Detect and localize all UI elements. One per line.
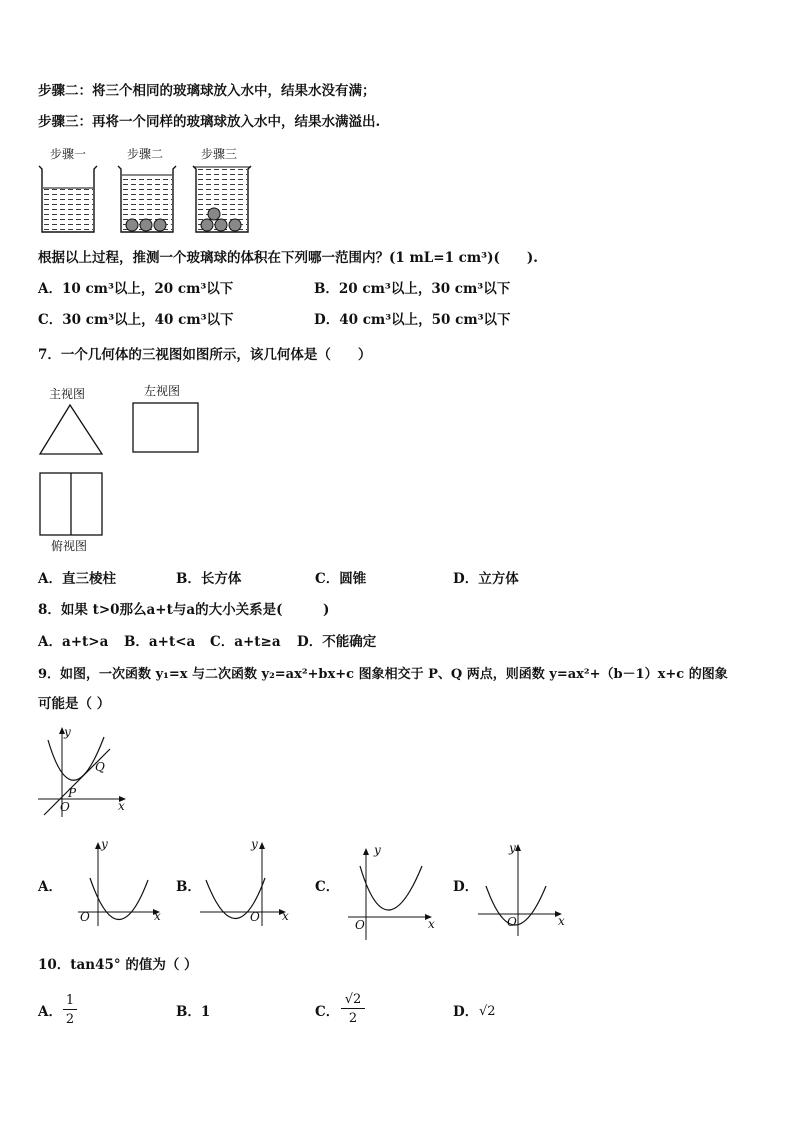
q9-option-a[interactable]: A． bbox=[38, 879, 62, 895]
q9-d-y-label: y bbox=[509, 841, 516, 855]
q6-option-a[interactable]: A．10 cm³以上，20 cm³以下 bbox=[38, 281, 234, 297]
q10-a-numerator: 1 bbox=[65, 993, 75, 1008]
q10-option-a[interactable]: A． bbox=[38, 1004, 62, 1020]
q9-main-q-label: Q bbox=[95, 760, 105, 774]
step3-text: 步骤三：再将一个同样的玻璃球放入水中，结果水满溢出. bbox=[38, 114, 381, 130]
q9-d-o-label: O bbox=[507, 915, 517, 929]
q9-c-x-label: x bbox=[428, 917, 435, 931]
three-views-figure bbox=[36, 400, 216, 560]
front-view-label: 主视图 bbox=[49, 387, 86, 401]
q9-option-b[interactable]: B． bbox=[176, 879, 201, 895]
q6-option-d[interactable]: D．40 cm³以上，50 cm³以下 bbox=[314, 312, 511, 328]
q9-stem-line2: 可能是（ ） bbox=[38, 696, 111, 712]
q9-option-b-graph bbox=[200, 837, 295, 930]
q10-option-b[interactable]: B．1 bbox=[176, 1004, 211, 1020]
q10-c-denominator: 2 bbox=[348, 1011, 358, 1026]
beaker-2 bbox=[118, 166, 176, 232]
q6-option-b[interactable]: B．20 cm³以上，30 cm³以下 bbox=[314, 281, 511, 297]
q9-a-o-label: O bbox=[80, 910, 90, 924]
q10-a-denominator: 2 bbox=[65, 1012, 75, 1027]
front-view-triangle bbox=[40, 405, 102, 454]
q9-main-o-label: O bbox=[60, 800, 70, 814]
q6-stem: 根据以上过程，推测一个玻璃球的体积在下列哪一范围内？(1 mL=1 cm³)( ). bbox=[38, 250, 538, 266]
beaker-label-2: 步骤二 bbox=[127, 147, 164, 161]
q9-option-d[interactable]: D． bbox=[453, 879, 479, 895]
q10-option-d[interactable]: D． bbox=[453, 1004, 479, 1020]
q6-option-c[interactable]: C．30 cm³以上，40 cm³以下 bbox=[38, 312, 234, 328]
q9-b-x-label: x bbox=[282, 909, 289, 923]
q9-main-p-label: P bbox=[68, 786, 77, 800]
q7-option-a[interactable]: A．直三棱柱 bbox=[38, 571, 116, 587]
q10-a-fraction bbox=[63, 994, 77, 1026]
beaker-3 bbox=[193, 166, 251, 232]
q9-c-y-label: y bbox=[374, 843, 381, 857]
q10-c-fraction bbox=[341, 993, 365, 1025]
q10-d-value: √2 bbox=[479, 1004, 496, 1019]
beaker-label-3: 步骤三 bbox=[201, 147, 238, 161]
q7-stem: 7．一个几何体的三视图如图所示，该几何体是（ ） bbox=[38, 347, 372, 363]
q9-c-o-label: O bbox=[355, 918, 365, 932]
q7-option-d[interactable]: D．立方体 bbox=[453, 571, 519, 587]
q9-main-y-label: y bbox=[64, 725, 71, 739]
q10-c-numerator: √2 bbox=[344, 992, 362, 1007]
q8-stem: 8．如果 t>0那么a+t与a的大小关系是( ) bbox=[38, 602, 330, 618]
left-view-label: 左视图 bbox=[144, 384, 181, 398]
q8-option-a[interactable]: A．a+t>a bbox=[38, 634, 109, 650]
q7-option-c[interactable]: C．圆锥 bbox=[315, 571, 367, 587]
q9-main-x-label: x bbox=[118, 799, 125, 813]
q9-a-x-label: x bbox=[154, 909, 161, 923]
beakers-figure bbox=[36, 162, 276, 242]
q9-d-x-label: x bbox=[558, 914, 565, 928]
beaker-label-1: 步骤一 bbox=[50, 147, 87, 161]
q9-a-y-label: y bbox=[101, 837, 108, 851]
step2-text: 步骤二：将三个相同的玻璃球放入水中，结果水没有满； bbox=[38, 83, 376, 99]
q9-option-c[interactable]: C． bbox=[315, 879, 340, 895]
top-view-label: 俯视图 bbox=[51, 539, 88, 553]
q9-stem-line1: 9．如图，一次函数 y₁=x 与二次函数 y₂=ax²+bx+c 图象相交于 P、Q 两点，则函数 y=ax²+（b－1）x+c 的图象 bbox=[38, 667, 728, 682]
q8-option-c[interactable]: C．a+t≥a bbox=[210, 634, 281, 650]
q8-option-b[interactable]: B．a+t<a bbox=[124, 634, 196, 650]
q8-option-d[interactable]: D．不能确定 bbox=[297, 634, 377, 650]
beaker-1 bbox=[39, 166, 97, 232]
q10-stem: 10．tan45° 的值为（ ） bbox=[38, 957, 198, 973]
q7-option-b[interactable]: B．长方体 bbox=[176, 571, 242, 587]
left-view-rectangle bbox=[133, 403, 198, 452]
q9-b-y-label: y bbox=[251, 837, 258, 851]
q9-b-o-label: O bbox=[250, 910, 260, 924]
q10-option-c[interactable]: C． bbox=[315, 1004, 340, 1020]
